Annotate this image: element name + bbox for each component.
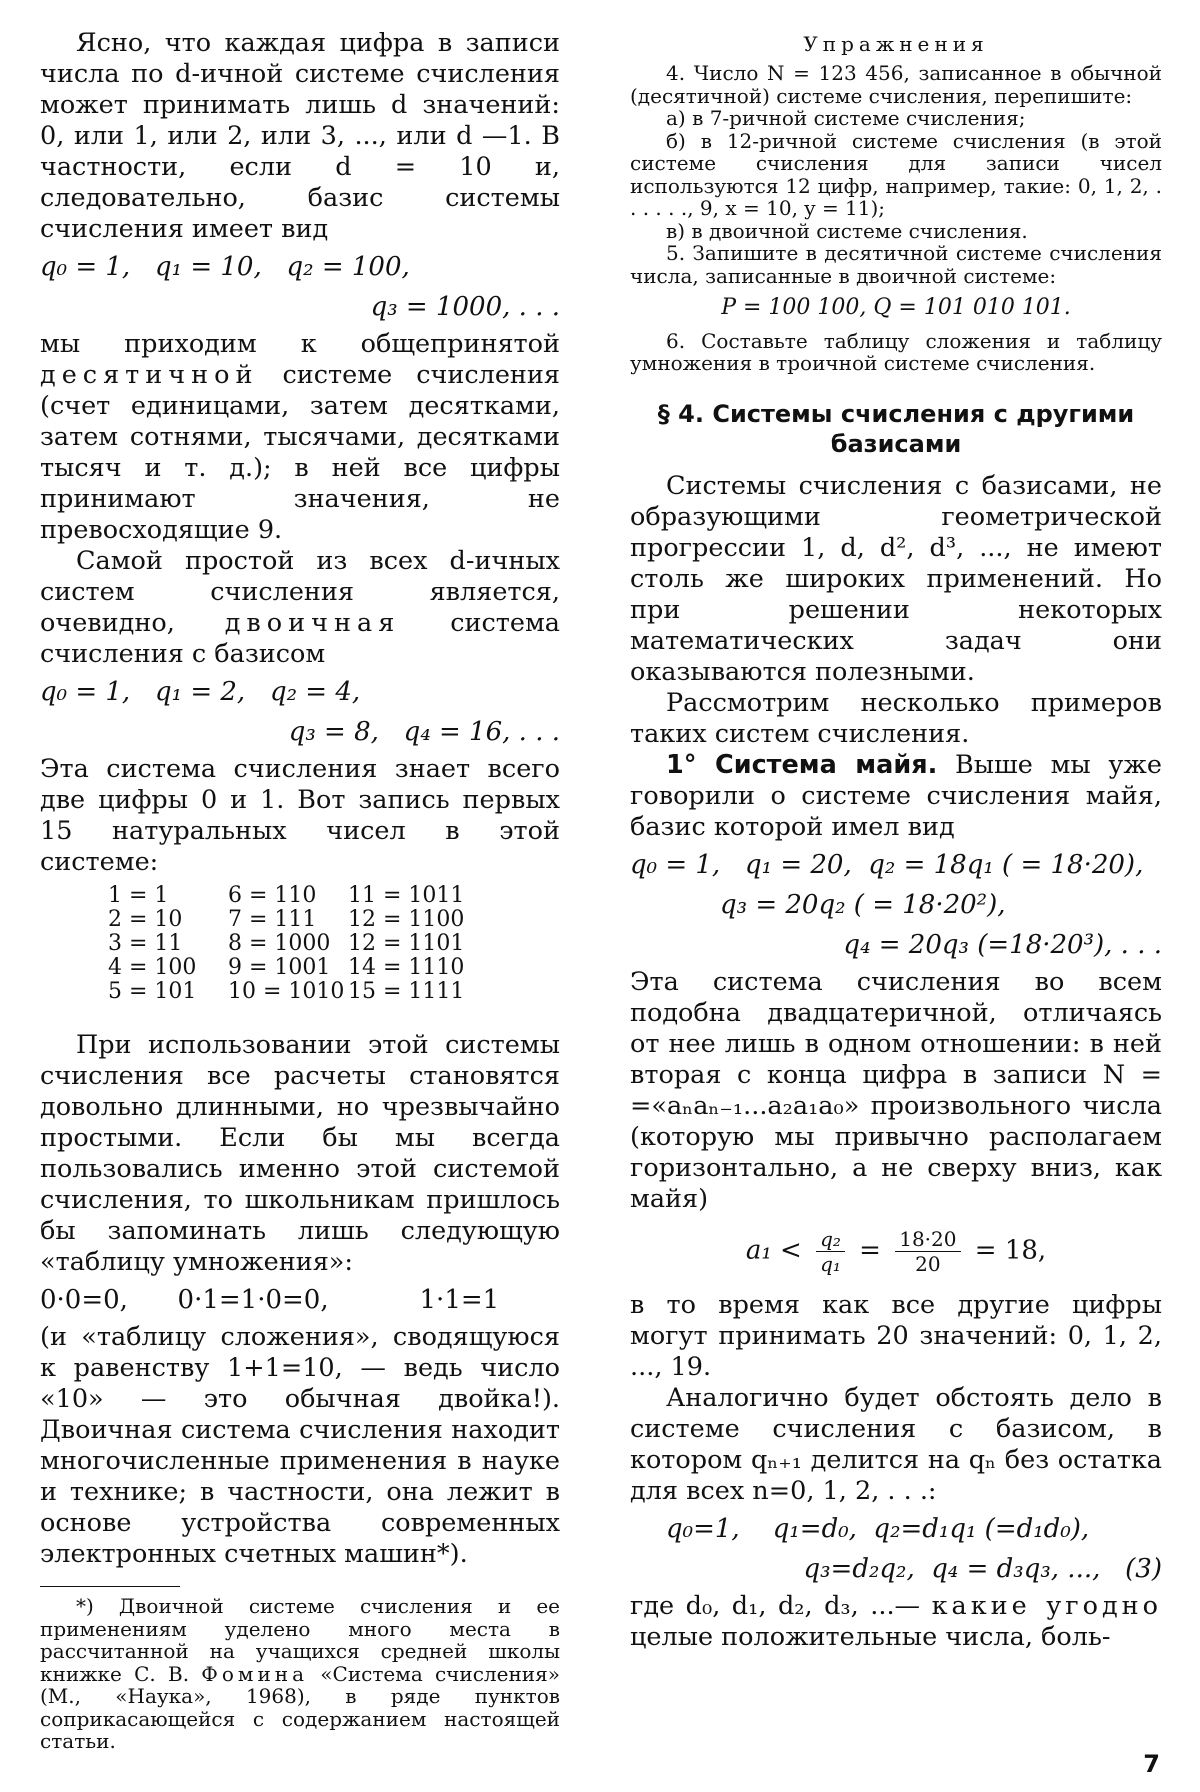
section-title: § 4. Системы счисления с другими базисами — [657, 399, 1135, 458]
table-cell: 8 = 1000 — [228, 931, 331, 956]
equation-maya-basis-1: q₀ = 1, q₁ = 20, q₂ = 18q₁ ( = 18·20), — [630, 849, 1144, 880]
exercise-4: 4. Число N = 123 456, записанное в обычной (десятичной) системе счисления, перепишите: — [630, 61, 1162, 108]
right-column — [630, 28, 1162, 1653]
paragraph-other-digits: в то время как все другие цифры могут принимать 20 значений: 0, 1, 2, ..., 19. — [630, 1289, 1162, 1382]
equation-general-basis-1: q₀=1, q₁=d₀, q₂=d₁q₁ (=d₁d₀), — [666, 1513, 1090, 1544]
spaced-author: Фомина — [201, 1661, 309, 1686]
table-cell: 3 = 11 — [108, 931, 183, 956]
table-cell: 7 = 111 — [228, 907, 317, 932]
paragraph-examples: Рассмотрим несколько примеров таких систем счисления. — [630, 687, 1162, 749]
paragraph-binary-applications: (и «таблицу сложения», сводящуюся к равенству 1+1=10, — ведь число «10» — это обычная двойка!). Двоичная система счисления находит многочисленные применения в науке и технике; в частности, она лежит в основе устройства современных электронных счетных машин*). — [40, 1322, 560, 1569]
paragraph-decimal: мы приходим к общепринятой десятичной системе счисления (счет единицами, затем десятками, затем сотнями, тысячами, десятками тысяч и т. д.); в ней все цифры принимают значения, не превосходящие 9. — [40, 329, 560, 545]
left-column — [40, 28, 560, 1753]
paragraph-binary-digits: Эта система счисления знает всего две цифры 0 и 1. Вот запись первых 15 натуральных чисел в этой системе: — [40, 754, 560, 877]
footnote: *) Двоичной системе счисления и ее применениям уделено много места в рассчитанной на учащихся средней школы книжке С. В. Фомина «Система счисления» (М., «Наука», 1968), в ряде пунктов соприкасающейся с содержанием настоящей статьи. — [40, 1594, 560, 1753]
paragraph-digits: Ясно, что каждая цифра в записи числа по d-ичной системе счисления может принимать лишь d значений: 0, или 1, или 2, или 3, ..., или d —1. В частности, если d = 10 и, следовательно, базис системы счисления имеет вид — [40, 28, 560, 244]
spaced-term: двоичная — [224, 608, 401, 638]
binary-numbers-table — [108, 884, 560, 1004]
table-cell: 2 = 10 — [108, 907, 183, 932]
paragraph-maya: 1° Система майя. Выше мы уже говорили о системе счисления майя, базис которой имел вид — [630, 749, 1162, 842]
table-cell: 9 = 1001 — [228, 955, 331, 980]
equation-decimal-basis-2: q₃ = 1000, . . . — [370, 292, 560, 322]
equation-maya-basis-2: q₃ = 20q₂ ( = 18·20²), — [720, 889, 1006, 920]
table-cell: 15 = 1111 — [348, 979, 465, 1004]
fraction-q: $\frac{\text{q₂}}{\text{q₁}}$ — [816, 1227, 845, 1276]
page-number: 7 — [1143, 1750, 1160, 1778]
spaced-term: какие угодно — [931, 1590, 1162, 1621]
paragraph-binary-usage: При использовании этой системы счисления все расчеты становятся довольно длинными, но чрезвычайно простыми. Если бы мы всегда пользовались именно этой системой счисления, то школьникам пришлось бы запоминать лишь следующую «таблицу умножения»: — [40, 1030, 560, 1277]
table-cell: 5 = 101 — [108, 979, 197, 1004]
exercise-5-equation: P = 100 100, Q = 101 010 101. — [721, 295, 1071, 320]
equation-binary-basis-1: q₀ = 1, q₁ = 2, q₂ = 4, — [40, 677, 361, 707]
footnote-divider — [40, 1586, 180, 1587]
table-cell: 6 = 110 — [228, 883, 317, 908]
equation-decimal-basis-1: q₀ = 1, q₁ = 10, q₂ = 100, — [40, 252, 410, 282]
equation-general-basis-2: q₃=d₂q₂, q₄ = d₃q₃, ..., (3) — [803, 1553, 1162, 1584]
exercise-6: 6. Составьте таблицу сложения и таблицу умножения в троичной системе счисления. — [630, 328, 1162, 375]
fraction-equation: a₁ < $\frac{\text{q₂}}{\text{q₁}}$ = $\frac{18\cdot 20}{20}$ = 18, — [745, 1226, 1047, 1276]
table-cell: 12 = 1101 — [348, 931, 465, 956]
equation-binary-basis-2: q₃ = 8, q₄ = 16, . . . — [288, 717, 560, 747]
equation-multiplication-table: 0·0=0, 0·1=1·0=0, 1·1=1 — [40, 1285, 500, 1315]
exercise-4a: а) в 7-ричной системе счисления; — [666, 106, 1026, 130]
paragraph-binary: Самой простой из всех d-ичных систем счисления является, очевидно, двоичная система счисления с базисом — [40, 546, 561, 669]
exercise-4b: б) в 12-ричной системе счисления (в этой системе счисления для записи чисел используются 12 цифр, например, такие: 0, 1, 2, . . . . . ., 9, x = 10, y = 11); — [630, 128, 1162, 220]
exercise-5: 5. Запишите в десятичной системе счисления числа, записанные в двоичной системе: — [630, 241, 1162, 288]
table-cell: 14 = 1110 — [348, 955, 465, 980]
paragraph-where: где d₀, d₁, d₂, d₃, ...— какие угодно целые положительные числа, боль- — [630, 1590, 1162, 1652]
paragraph-other-bases: Системы счисления с базисами, не образующими геометрической прогрессии 1, d, d², d³, ..., не имеют столь же широких применений. Но при решении некоторых математических задач они оказываются полезными. — [630, 470, 1162, 687]
equation-maya-basis-3: q₄ = 20q₃ (=18·20³), . . . — [843, 929, 1162, 960]
table-cell: 1 = 1 — [108, 883, 169, 908]
fraction-numbers: $\frac{18\cdot 20}{20}$ — [895, 1227, 960, 1276]
paragraph-maya-digits: Эта система счисления во всем подобна двадцатеричной, отличаясь от нее лишь в одном отношении: в ней вторая с конца цифра в записи N = =«aₙaₙ₋₁...a₂a₁a₀» произвольного числа (которую мы привычно располагаем горизонтально, а не сверху вниз, как майя) — [630, 966, 1162, 1214]
table-cell: 4 = 100 — [108, 955, 197, 980]
paragraph-divisible-basis: Аналогично будет обстоять дело в системе счисления с базисом, в котором qₙ₊₁ делится на qₙ без остатка для всех n=0, 1, 2, . . .: — [630, 1382, 1162, 1506]
table-cell: 11 = 1011 — [348, 883, 465, 908]
table-cell: 10 = 1010 — [228, 979, 345, 1004]
spaced-term: десятичной — [40, 360, 259, 390]
exercise-4c: в) в двоичной системе счисления. — [666, 218, 1028, 243]
table-cell: 12 = 1100 — [348, 907, 465, 932]
exercises-heading: Упражнения — [803, 32, 989, 56]
maya-heading: 1° Система майя. — [666, 749, 938, 780]
